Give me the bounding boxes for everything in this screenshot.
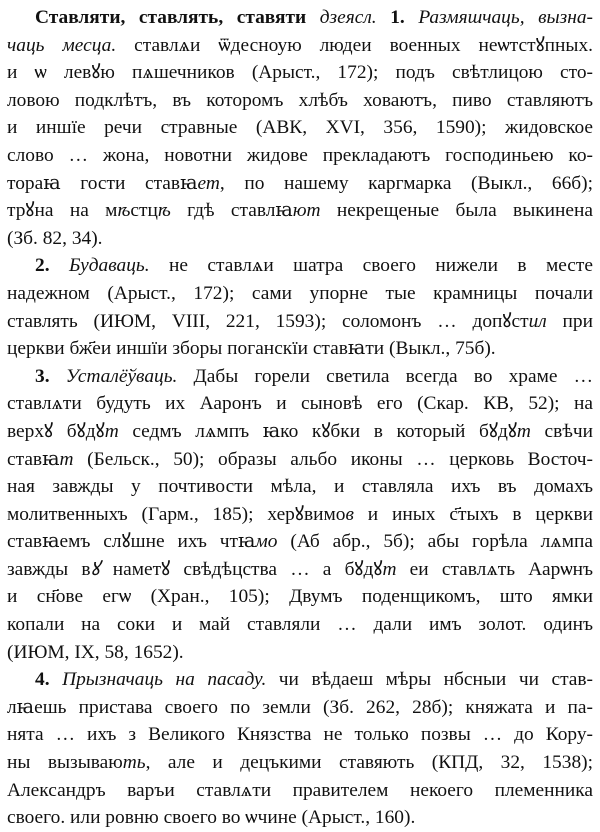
- text-segment: и сн҃ове егѡ (Хран., 105); Двумъ поденщикомъ, што ямки: [7, 586, 593, 608]
- sense-3-paragraph: [7, 363, 593, 667]
- text-segment: [50, 255, 69, 276]
- text-segment: [405, 7, 419, 28]
- text-line: [7, 225, 593, 253]
- italic-text: ет: [197, 172, 220, 194]
- text-segment: седмъ лѧмпъ ꙗко кꙋбки в который бꙋдꙋ: [118, 420, 517, 442]
- text-segment: ны вызываю: [7, 752, 123, 774]
- text-line: [7, 583, 593, 611]
- text-segment: еи ставлѧть Аарѡнъ: [396, 558, 593, 580]
- italic-text: т: [104, 420, 119, 442]
- italic-text: Размяшчаць, вызна-: [418, 7, 593, 28]
- text-line: [7, 694, 593, 722]
- text-segment: церкви бж҃еи иншїи зборы поганскїи ставꙗти (Выкл., 75б).: [7, 338, 496, 360]
- text-segment: надежном (Арыст., 172); сами упорне тые крамницы почали: [7, 282, 593, 304]
- text-line: [7, 197, 593, 225]
- text-line: [7, 556, 593, 584]
- italic-text: в: [345, 503, 354, 525]
- text-line: [7, 32, 593, 60]
- italic-text: Усталёўваць.: [65, 365, 178, 387]
- text-line: [7, 639, 593, 667]
- text-segment: своего. или ровню своего во ѡчине (Арыст., 160).: [7, 807, 416, 829]
- text-segment: ная завжды у почтивости мѣла, и ставляла ихъ въ домахъ: [7, 476, 593, 498]
- italic-text: чаць месца.: [7, 34, 117, 56]
- text-segment: не ставлѧи шатра своего нижели в месте: [149, 255, 593, 277]
- text-line: [7, 721, 593, 749]
- text-segment: (Зб. 82, 34).: [7, 227, 103, 249]
- text-segment: [306, 7, 320, 28]
- text-segment: стц: [130, 200, 158, 222]
- text-segment: лꙗешь пристава своего по земли (Зб. 262, 28б); княжата и па-: [7, 696, 593, 718]
- text-line: [7, 804, 593, 832]
- text-segment: при: [546, 310, 593, 332]
- text-line: [7, 777, 593, 805]
- text-segment: и иншїе речи стравные (АВК, XVI, 356, 1590); жидовское: [7, 117, 593, 139]
- text-segment: слово … жона, новотни жидове прекладаютъ господиньею ко-: [7, 144, 593, 166]
- sense-number: 2.: [35, 255, 50, 277]
- text-segment: и иных с҃тыхъ в церкви: [353, 503, 593, 525]
- text-segment: верхꙋ бꙋдꙋ: [7, 420, 105, 442]
- text-line: [7, 501, 593, 529]
- headword: Ставляти, ставлять, ставяти: [35, 7, 307, 28]
- italic-text: ꙋ: [90, 558, 100, 580]
- text-segment: [50, 669, 63, 690]
- text-line: [7, 418, 593, 446]
- text-segment: , але и децъкими ставяють (КПД, 32, 1538);: [145, 752, 593, 774]
- text-line: [7, 611, 593, 639]
- text-segment: , по нашему каргмарка (Выкл., 66б);: [219, 172, 593, 194]
- text-line: [7, 142, 593, 170]
- text-segment: ставлять (ИЮМ, VIII, 221, 1593); соломонъ … допꙋст: [7, 310, 529, 332]
- text-line: [7, 87, 593, 115]
- text-segment: (ИЮМ, IX, 58, 1652).: [7, 641, 184, 663]
- sense-number: 4.: [35, 669, 50, 691]
- text-segment: чи вѣдаеш мѣры нбсныи чи став-: [266, 669, 593, 691]
- sense-2-paragraph: [7, 252, 593, 362]
- sense-1-paragraph: [7, 4, 593, 252]
- text-line: [7, 363, 593, 391]
- text-line: [7, 446, 593, 474]
- text-segment: [50, 366, 66, 387]
- italic-text: ил: [528, 310, 547, 332]
- text-segment: (Аб абр., 5б); абы горѣла лѧмпа: [277, 531, 593, 553]
- text-line: [7, 390, 593, 418]
- text-segment: наметꙋ свѣдѣцства … а бꙋдꙋ: [99, 558, 383, 580]
- text-line: [7, 252, 593, 280]
- text-segment: ставлѧти будуть их Ааронъ и сыновѣ его (Скар. КВ, 52); на: [7, 393, 593, 415]
- text-segment: и ѡ левꙋю пѧшечников (Арыст., 172); подъ свѣтлицою сто-: [7, 62, 593, 84]
- sense-number: 1.: [390, 7, 405, 28]
- italic-text: ть: [122, 752, 146, 774]
- text-segment: нята … ихъ з Великого Князства не только позвы … до Кору-: [7, 724, 593, 746]
- text-segment: молитвенныхъ (Гарм., 185); херꙋвимо: [7, 503, 346, 525]
- text-line: [7, 473, 593, 501]
- italic-text: дзеясл.: [319, 7, 377, 28]
- text-segment: (Бельск., 50); образы альбо иконы … церковь Восточ-: [73, 448, 593, 470]
- text-segment: тораꙗ гости ставꙗ: [7, 172, 198, 194]
- text-line: [7, 528, 593, 556]
- text-line: [7, 4, 593, 32]
- text-line: [7, 666, 593, 694]
- text-line: [7, 170, 593, 198]
- text-line: [7, 749, 593, 777]
- italic-text: ют: [292, 200, 321, 222]
- italic-text: Прызначаць на пасаду.: [62, 669, 267, 691]
- text-line: [7, 335, 593, 363]
- text-line: [7, 308, 593, 336]
- italic-text: т: [382, 558, 397, 580]
- text-line: [7, 59, 593, 87]
- italic-text: мо: [255, 531, 278, 553]
- text-segment: копали на соки и май ставляли … дали имъ золот. одинъ: [7, 614, 593, 636]
- text-segment: гдѣ ставлꙗ: [170, 200, 293, 222]
- text-segment: некрещеные была выкинена: [320, 200, 593, 222]
- text-segment: трꙋна на м: [7, 200, 118, 222]
- text-segment: [377, 7, 391, 28]
- text-segment: Александръ варъи ставлѧти правителем некоего племенника: [7, 779, 593, 801]
- italic-text: Будаваць.: [68, 255, 150, 277]
- text-line: [7, 114, 593, 142]
- text-segment: ставꙗемъ слꙋшне ихъ чтꙗ: [7, 531, 256, 553]
- italic-text: т: [59, 448, 74, 470]
- sense-4-paragraph: [7, 666, 593, 832]
- italic-text: ѣ: [117, 200, 131, 222]
- text-segment: ловою подклѣтъ, въ которомъ хлѣбъ ховаютъ, пиво ставляютъ: [7, 89, 593, 111]
- text-segment: Дабы горели светила всегда во храме …: [177, 365, 593, 387]
- text-line: [7, 280, 593, 308]
- italic-text: т: [516, 420, 531, 442]
- text-segment: завжды в: [7, 558, 91, 580]
- sense-number: 3.: [35, 365, 50, 387]
- text-segment: ставꙗ: [7, 448, 60, 470]
- italic-text: ѣ: [157, 200, 171, 222]
- text-segment: свѣчи: [530, 420, 593, 442]
- text-segment: ставлѧи ѿдесноую людеи военных неѡтстꙋпных.: [116, 34, 593, 56]
